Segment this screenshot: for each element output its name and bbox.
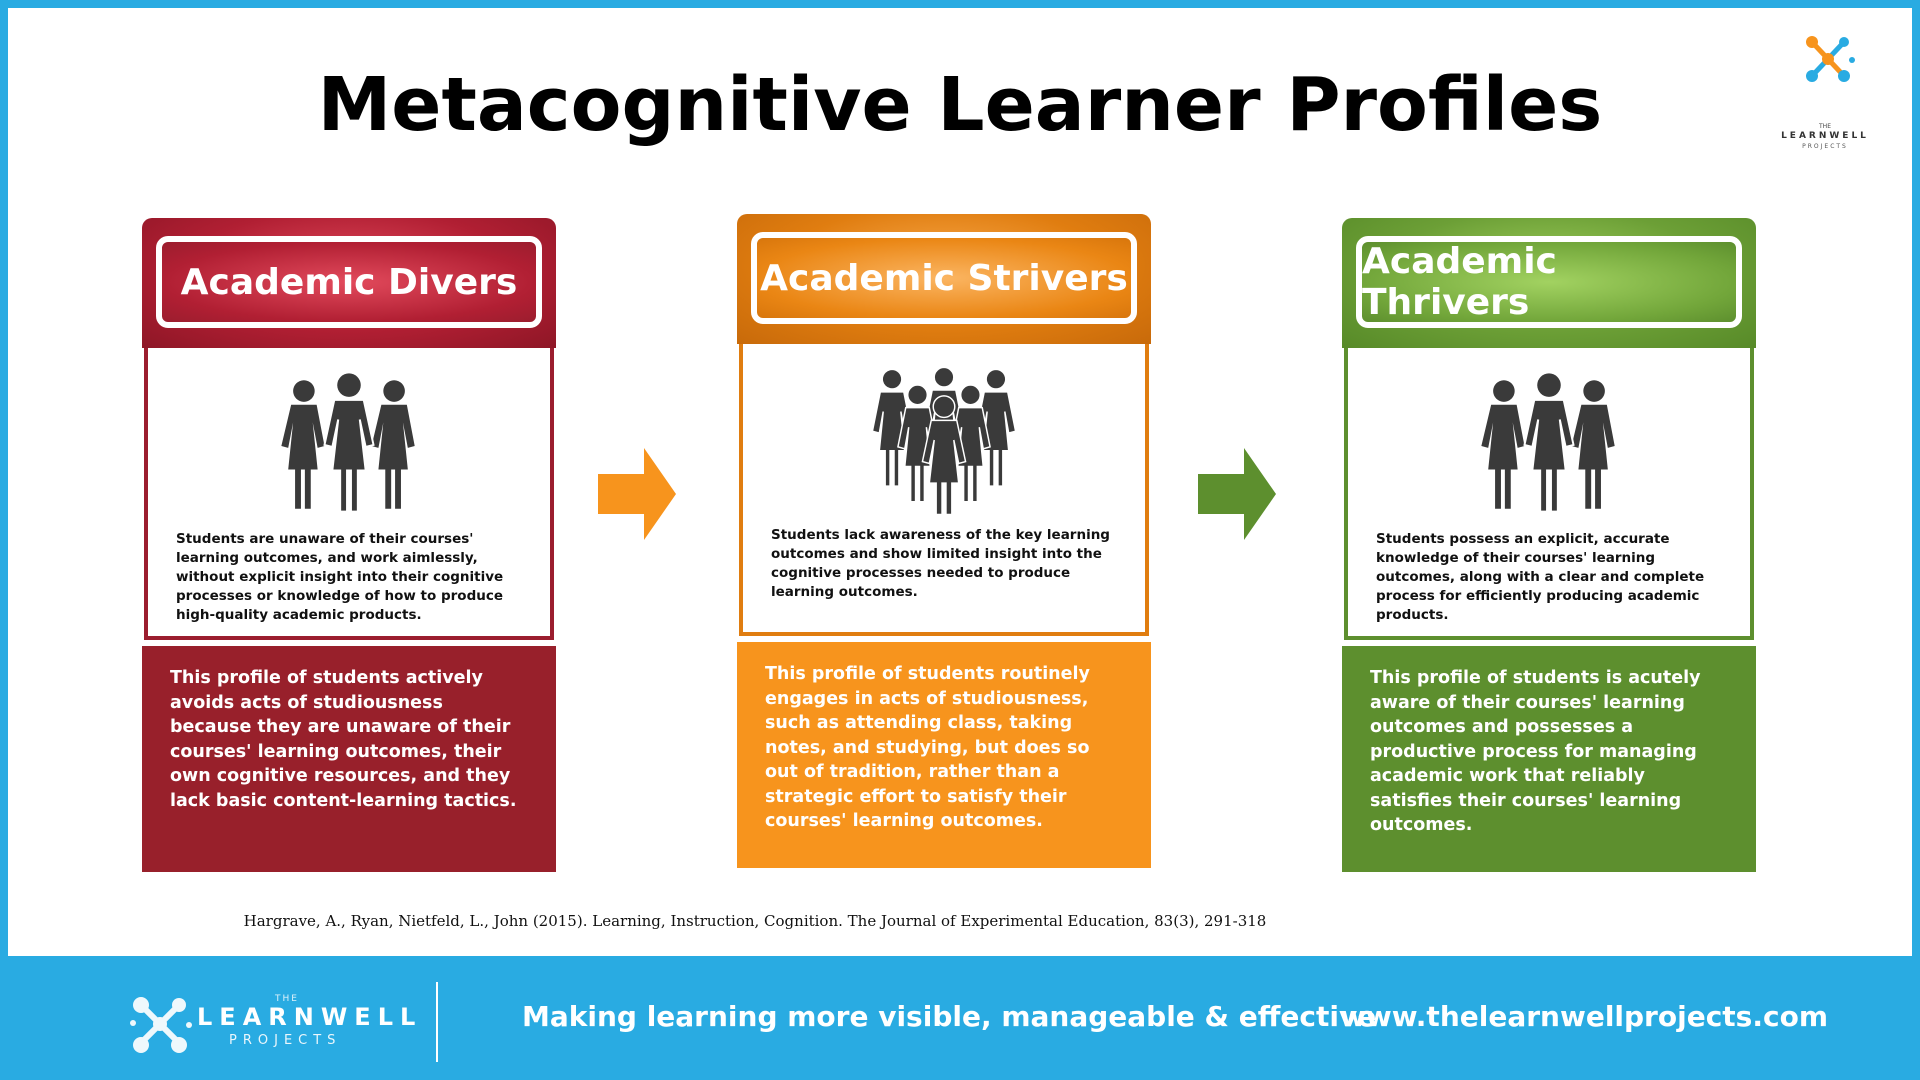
profile-description: Students lack awareness of the key learning outcomes and show limited insight into the cognitive processes needed to produce learning outcomes. bbox=[771, 527, 1110, 600]
profile-title: Academic Thrivers bbox=[1356, 236, 1742, 328]
profile-title: Academic Strivers bbox=[751, 232, 1137, 324]
profile-summary: This profile of students routinely engages in acts of studiousness, such as attending class, taking notes, and studying, but does so out of tradition, rather than a strategic effort to satisfy their courses' learning outcomes. bbox=[737, 642, 1151, 868]
footer-logo[interactable] bbox=[125, 989, 425, 1061]
profile-description: Students are unaware of their courses' learning outcomes, and work aimlessly, without explicit insight into their cognitive processes or knowledge of how to produce high-quality academic products. bbox=[176, 531, 504, 623]
arrow-right-icon bbox=[1198, 448, 1278, 540]
learnwell-logo-icon bbox=[1798, 30, 1858, 90]
footer-logo-the: THE bbox=[275, 994, 299, 1004]
footer-bar bbox=[0, 956, 1920, 1080]
footer-logo-projects: PROJECTS bbox=[229, 1033, 342, 1048]
profile-summary: This profile of students actively avoids acts of studiousness because they are unaware of their courses' learning outcomes, their own cognitive resources, and they lack basic content-learning tactics. bbox=[142, 646, 556, 872]
page-title: Metacognitive Learner Profiles bbox=[317, 62, 1603, 148]
profile-description: Students possess an explicit, accurate knowledge of their courses' learning outcomes, along with a clear and complete process for efficiently producing academic products. bbox=[1376, 531, 1705, 623]
citation: Hargrave, A., Ryan, Nietfeld, L., John (2015). Learning, Instruction, Cognition. The Journal of Experimental Education, 83(3), 291-318 bbox=[243, 912, 1267, 930]
learnwell-logo-icon bbox=[125, 989, 197, 1061]
logo-text-learnwell: LEARNWELL bbox=[1781, 131, 1869, 141]
arrow-right-icon bbox=[598, 448, 678, 540]
group-of-three-people-icon bbox=[148, 368, 550, 518]
logo-text-projects: PROJECTS bbox=[1802, 143, 1848, 150]
footer-website-link[interactable]: www.thelearnwellprojects.com bbox=[1339, 1000, 1828, 1033]
group-of-three-people-icon bbox=[1348, 368, 1750, 518]
profile-body bbox=[144, 348, 554, 640]
profile-title: Academic Divers bbox=[156, 236, 542, 328]
profile-body bbox=[739, 344, 1149, 636]
profile-summary: This profile of students is acutely aware of their courses' learning outcomes and possesses a productive process for managing academic work that reliably satisfies their courses' learning outcomes. bbox=[1342, 646, 1756, 872]
logo-text-the: THE bbox=[1819, 123, 1831, 130]
crowd-of-people-icon bbox=[743, 364, 1145, 514]
top-logo[interactable] bbox=[1770, 30, 1880, 150]
footer-logo-learnwell: LEARNWELL bbox=[197, 1003, 423, 1031]
profile-body bbox=[1344, 348, 1754, 640]
footer-tagline: Making learning more visible, manageable & effective bbox=[522, 1000, 1377, 1033]
footer-divider bbox=[436, 982, 438, 1062]
